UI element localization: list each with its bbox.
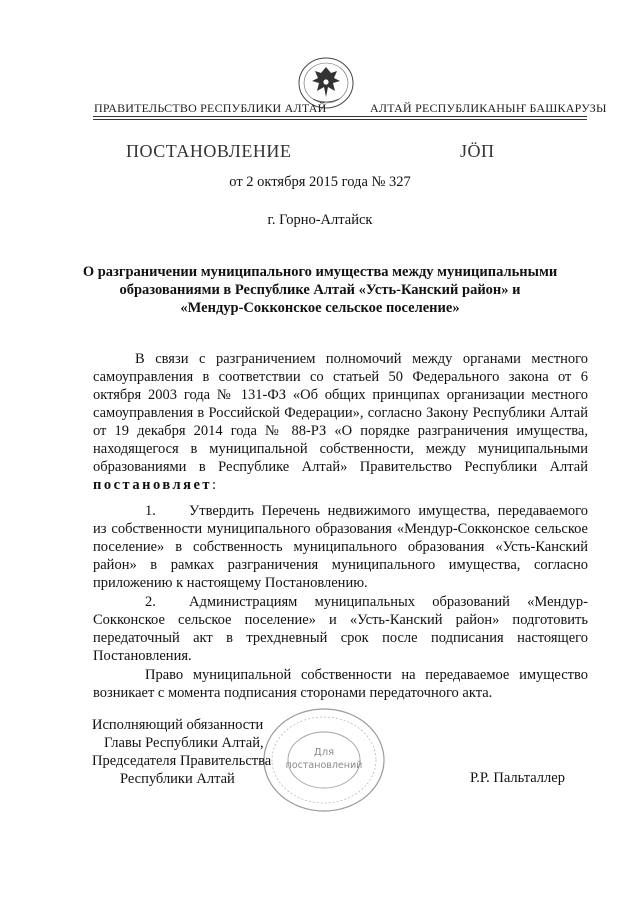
doc-type-ru: ПОСТАНОВЛЕНИЕ [126, 141, 292, 161]
item-text: Администрациям муниципальных образований «Мендур-Сокконское сельское поселение» и «Усть-Канский район» подготовить передаточный акт в трехдневный срок после подписания настоящего Постановления. [93, 594, 588, 664]
item-number: 2. [145, 594, 156, 610]
signature-title-line: Председателя Правительства [92, 753, 272, 769]
signature-title-line: Республики Алтай [120, 771, 235, 787]
signature-title-line: Главы Республики Алтай, [104, 735, 264, 751]
city: г. Горно-Алтайск [267, 212, 373, 228]
stamp-text: постановлений [285, 760, 363, 771]
item-number: 1. [145, 503, 156, 519]
decree-colon: : [212, 477, 217, 493]
org-name-alt: АЛТАЙ РЕСПУБЛИКАНЫҤ БАШКАРУЗЫ [370, 101, 607, 115]
document-title-line: образованиями в Республике Алтай «Усть-Канский район» и [119, 282, 521, 298]
doc-type-alt: ЈӦП [460, 141, 495, 161]
preamble-text: В связи с разграничением полномочий между органами местного самоуправления в соответствии со статьей 50 Федерального закона от 6 октября 2003 года № 131-ФЗ «Об общих принципах организации местного самоуправления в Российской Федерации», согласно Закону Республики Алтай от 19 декабря 2014 года № 88-РЗ «О порядке разграничения имущества, находящегося в муниципальной собственности, между муниципальными образованиями в Республике Алтай» Правительство Республики Алтай [93, 351, 588, 475]
date-number: от 2 октября 2015 года № 327 [229, 174, 411, 190]
signature-title-line: Исполняющий обязанности [92, 717, 264, 733]
signer-name: Р.Р. Пальталлер [470, 770, 565, 786]
stamp-text: Для [313, 747, 335, 758]
org-name-ru: ПРАВИТЕЛЬСТВО РЕСПУБЛИКИ АЛТАЙ [94, 101, 327, 115]
closing-paragraph: Право муниципальной собственности на передаваемое имущество возникает с момента подписания сторонами передаточного акта. [93, 667, 588, 701]
header-rule [93, 119, 587, 120]
decree-word: постановляет [93, 477, 213, 493]
document-title-line: «Мендур-Сокконское сельское поселение» [180, 300, 460, 316]
list-item [93, 593, 588, 665]
round-seal-icon [260, 706, 388, 814]
document-title-line: О разграничении муниципального имущества между муниципальными [82, 264, 558, 280]
item-text: Утвердить Перечень недвижимого имущества, передаваемого из собственности муниципального образования «Мендур-Сокконское сельское поселение» в собственность муниципального образования «Усть-Канский район» в рамках разграничения муниципального имущества, согласно приложению к настоящему Постановлению. [93, 503, 588, 591]
list-item [93, 502, 588, 592]
header-rule [93, 116, 587, 117]
preamble-paragraph [93, 350, 588, 494]
